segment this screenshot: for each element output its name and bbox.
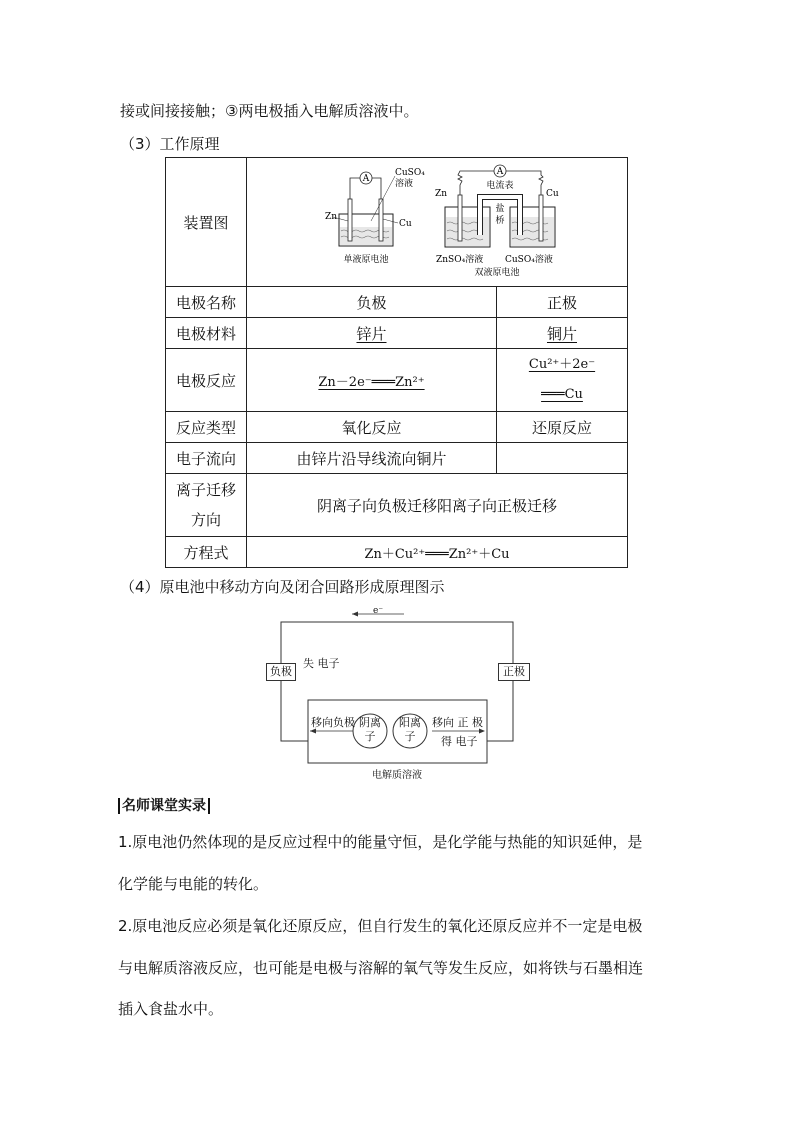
- reaction-type-label: 反应类型: [166, 412, 247, 443]
- reaction-type-neg: 氧化反应: [247, 412, 497, 443]
- row-ion-migration: [166, 474, 628, 537]
- cu-label-2: Cu: [546, 189, 559, 199]
- cuso4-solution-label: CuSO₄溶液: [505, 255, 553, 265]
- electrode-material-pos: 铜片: [546, 324, 577, 343]
- section-4-title: （4）原电池中移动方向及闭合回路形成原理图示: [120, 578, 445, 596]
- equation-value: Zn＋Cu²⁺═══Zn²⁺＋Cu: [247, 537, 628, 568]
- gain-electron-label: 得 电子: [441, 735, 478, 748]
- ion-migration-value: 阴离子向负极迁移阳离子向正极迁移: [247, 474, 628, 537]
- row-electron-flow: [166, 443, 628, 474]
- cell-diagrams: [247, 159, 627, 285]
- bridge-label: 桥: [495, 216, 505, 226]
- double-cell-diagram: [435, 165, 559, 278]
- electron-flow-value: 由锌片沿导线流向铜片: [247, 443, 497, 474]
- zn-label-2: Zn: [435, 189, 448, 199]
- section-3-title: （3）工作原理: [120, 135, 220, 153]
- to-negative-label: 移向负极: [311, 716, 355, 729]
- intro-line: 接或间接接触；③两电极插入电解质溶液中。: [120, 102, 419, 120]
- electrode-material-neg: 锌片: [356, 324, 387, 343]
- zn-electrode-1: [348, 199, 352, 241]
- electrolyte-label: 电解质溶液: [372, 770, 422, 781]
- teacher-notes-title: [118, 797, 210, 815]
- lose-electron-label: 失 电子: [303, 657, 340, 670]
- single-cell-diagram: [325, 168, 425, 265]
- reaction-type-pos: 还原反应: [497, 412, 628, 443]
- electrode-reaction-pos-line1: Cu²⁺＋2e⁻: [528, 357, 596, 372]
- electron-arrow-icon: [352, 612, 358, 617]
- salt-label: 盐: [495, 204, 505, 214]
- cuso4-label: CuSO₄: [395, 168, 425, 178]
- equation-label: 方程式: [166, 537, 247, 568]
- circuit-lines: [250, 608, 540, 783]
- teacher-notes-title-text: 名师课堂实录: [122, 798, 206, 814]
- ammeter-2-label: A: [496, 167, 504, 177]
- ion-migration-label-line2: 方向: [190, 511, 221, 529]
- note1-line1: 1.原电池仍然体现的是反应过程中的能量守恒，是化学能与热能的知识延伸，是: [118, 833, 643, 851]
- row-electrode-material: [166, 318, 628, 349]
- cu-label-1: Cu: [399, 219, 412, 229]
- electrode-name-neg: 负极: [247, 287, 497, 318]
- ion-migration-label-line1: 离子迁移: [175, 481, 236, 499]
- anion-label: 阴离子: [359, 716, 381, 743]
- zn-electrode-2: [458, 195, 462, 241]
- row-electrode-name: [166, 287, 628, 318]
- row-device: [166, 158, 628, 287]
- note2-line1: 2.原电池反应必须是氧化还原反应，但自行发生的氧化还原反应并不一定是电极: [118, 917, 643, 935]
- electrode-name-pos: 正极: [497, 287, 628, 318]
- note2-line3: 插入食盐水中。: [118, 1000, 224, 1018]
- device-diagram-cell: [247, 158, 628, 287]
- electrode-reaction-neg: Zn－2e⁻═══Zn²⁺: [318, 374, 425, 390]
- row-electrode-reaction: [166, 349, 628, 412]
- positive-electrode-box: 正极: [498, 663, 530, 681]
- zn-label-1: Zn: [325, 212, 338, 222]
- note2-line2: 与电解质溶液反应，也可能是电极与溶解的氧气等发生反应，如将铁与石墨相连: [118, 959, 644, 977]
- znso4-label: ZnSO₄溶液: [436, 255, 484, 265]
- electron-flow-label: 电子流向: [166, 443, 247, 474]
- electrode-material-label: 电极材料: [166, 318, 247, 349]
- electrode-reaction-pos-line2: ═══Cu: [541, 387, 583, 402]
- electron-label: e⁻: [373, 606, 384, 616]
- device-label: 装置图: [166, 158, 247, 287]
- row-equation: [166, 537, 628, 568]
- cu-electrode-2: [539, 195, 543, 241]
- note1-line2: 化学能与电能的转化。: [118, 875, 269, 893]
- to-positive-label: 移向 正 极: [432, 716, 483, 729]
- single-cell-caption: 单液原电池: [343, 255, 389, 265]
- solution-label: 溶液: [395, 179, 414, 189]
- negative-electrode-box: 负极: [266, 663, 296, 681]
- double-cell-caption: 双液原电池: [474, 268, 520, 278]
- electrode-name-label: 电极名称: [166, 287, 247, 318]
- electrode-reaction-label: 电极反应: [166, 349, 247, 412]
- cation-label: 阳离子: [399, 716, 421, 743]
- ammeter-1-label: A: [362, 174, 370, 184]
- current-meter-label: 电流表: [486, 181, 514, 191]
- principle-table: [165, 157, 628, 568]
- row-reaction-type: [166, 412, 628, 443]
